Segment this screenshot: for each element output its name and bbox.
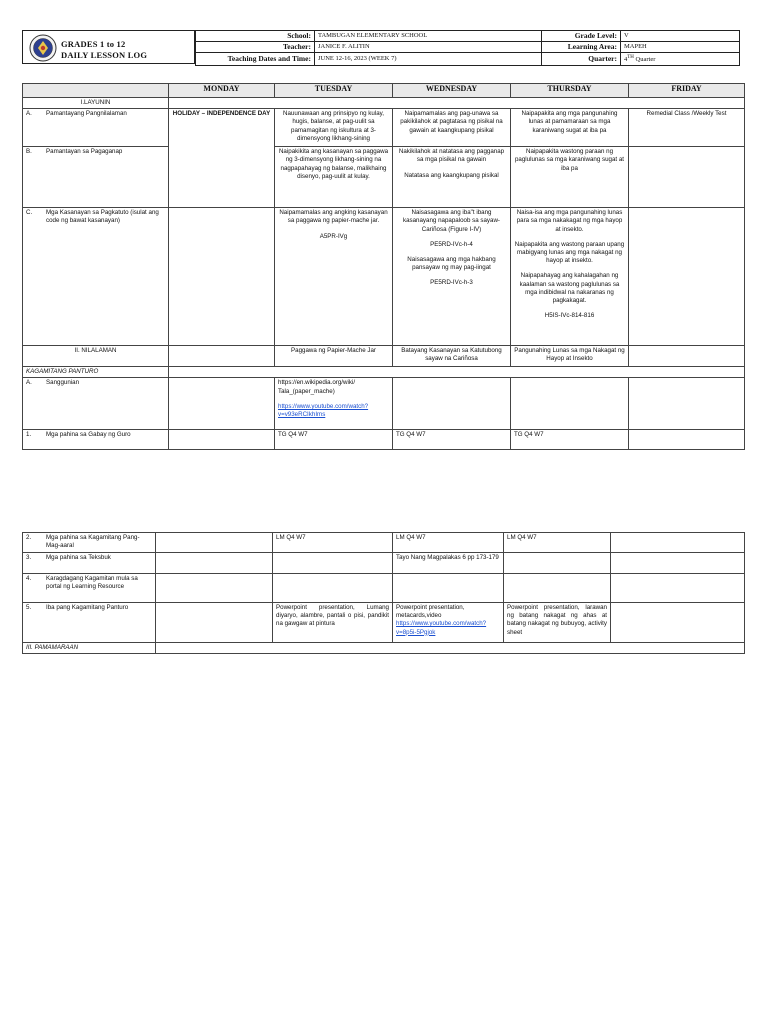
- cell-c-monday: [169, 208, 275, 346]
- quarter-suffix: TH: [627, 55, 634, 60]
- row-label-a: [23, 109, 169, 147]
- kagamitan-title-fill: [169, 367, 745, 378]
- day-wednesday: WEDNESDAY: [393, 84, 511, 98]
- row-label: Sanggunian: [46, 379, 80, 387]
- r3-wednesday: Tayo Nang Magpalakas 6 pp 173-179: [393, 553, 504, 574]
- r3-friday: [611, 553, 745, 574]
- pamantayan-sa-pagaganap-row: [23, 147, 745, 208]
- row-number: A.: [26, 379, 32, 387]
- cell-b-thursday: Naipapakita wastong paraan ng paglulunas sa mga karaniwang sugat at iba pa: [511, 147, 629, 208]
- lesson-log-table-top: [22, 83, 745, 450]
- teksbuk-row: [23, 553, 745, 574]
- r1-wednesday: TG Q4 W7: [393, 430, 511, 450]
- r2-tuesday: LM Q4 W7: [273, 533, 393, 553]
- cell-b-tuesday: Naipakikita ang kasanayan sa paggawa ng 3-dimensyong likhang-sining na nagpapahayag ng balanse, malikhaing disenyo, pag-uulit at kulay.: [275, 147, 393, 208]
- cell-c-wednesday-code2: PE5RD-IVc-h-3: [430, 279, 473, 287]
- cariñosa-video-link[interactable]: https://www.youtube.com/watch?v=8p5i-5Pgjok: [396, 620, 487, 636]
- r5-friday: [611, 603, 745, 643]
- day-header-blank: [23, 84, 169, 98]
- cell-a-wednesday: Naipamamalas ang pag-unawa sa pakikilahok at pagtatasa ng pisikal na gawain at kaangkupang pisikal: [393, 109, 511, 147]
- cell-c-wednesday-code1: PE5RD-IVc-h-4: [430, 240, 473, 248]
- cell-c-wednesday-p1: Naisasagawa ang iba"t ibang kasanayang napapaloob sa sayaw- Cariñosa (Figure I-IV): [402, 209, 500, 233]
- row-number: A.: [26, 110, 32, 118]
- day-friday: FRIDAY: [629, 84, 745, 98]
- deped-seal-icon: [29, 34, 57, 62]
- r5-monday: [156, 603, 273, 643]
- row-label-b: [23, 147, 169, 208]
- layunin-title: I.LAYUNIN: [23, 98, 169, 109]
- row-label: Mga pahina sa Gabay ng Guro: [46, 431, 131, 439]
- teacher-value: JANICE F. ALITIN: [315, 42, 542, 53]
- nilalaman-wednesday: Batayang Kasanayan sa Katutubong sayaw na Cariñosa: [393, 346, 511, 367]
- row-label-c: [23, 208, 169, 346]
- row-number: 5.: [26, 604, 32, 611]
- r5-thursday: Powerpoint presentation, larawan ng batang nakagat ng ahas at batang nakagat ng bubuyog, activity sheet: [504, 603, 611, 643]
- r5-wednesday-text: Powerpoint presentation, metacards,video: [396, 604, 465, 620]
- cell-b-wednesday: [393, 147, 511, 208]
- sanggunian-monday: [169, 378, 275, 430]
- sanggunian-wednesday: [393, 378, 511, 430]
- cell-c-friday: [629, 208, 745, 346]
- pamantayang-pangnilalaman-row: [23, 109, 745, 147]
- layunin-title-row: [23, 98, 745, 109]
- youtube-link[interactable]: https://www.youtube.com/watch?v=v93eRCIkhIms: [278, 402, 369, 419]
- monday-holiday: HOLIDAY – INDEPENDENCE DAY: [169, 109, 275, 208]
- cell-c-thursday-code: H5IS-IVc-814-816: [544, 312, 595, 320]
- cell-a-friday: Remedial Class /Weekly Test: [629, 109, 745, 147]
- area-value: MAPEH: [621, 42, 740, 53]
- pamamaraan-fill: [156, 643, 745, 654]
- row-label-3: [23, 553, 156, 574]
- area-label: Learning Area:: [542, 42, 621, 53]
- r4-wednesday: [393, 574, 504, 603]
- layunin-title-fill: [169, 98, 745, 109]
- r1-monday: [169, 430, 275, 450]
- dates-value: JUNE 12-16, 2023 (WEEK 7): [315, 53, 542, 66]
- karagdagang-kagamitan-row: [23, 574, 745, 603]
- grade-value: V: [621, 31, 740, 42]
- quarter-label: Quarter:: [542, 53, 621, 66]
- cell-a-tuesday: Nauunawaan ang prinsipyo ng kulay, hugis, balanse, at pag-uulit sa pamamagitan ng iskultura at 3-dimensyong likhang-sining: [275, 109, 393, 147]
- sanggunian-tuesday: [275, 378, 393, 430]
- nilalaman-monday: [169, 346, 275, 367]
- kagamitan-title-row: [23, 367, 745, 378]
- school-label: School:: [196, 31, 315, 42]
- iba-pang-kagamitan-row: [23, 603, 745, 643]
- cell-b-wednesday-p1: Nakikilahok at natatasa ang pagganap sa mga pisikal na gawain: [398, 148, 505, 164]
- grade-label: Grade Level:: [542, 31, 621, 42]
- row-label: Pamantayang Pangnilalaman: [46, 110, 127, 118]
- r5-wednesday: [393, 603, 504, 643]
- quarter-number: 4: [624, 56, 628, 64]
- school-value: TAMBUGAN ELEMENTARY SCHOOL: [315, 31, 542, 42]
- quarter-value: [621, 53, 740, 66]
- quarter-word: Quarter: [633, 56, 656, 64]
- row-label: Mga pahina sa Teksbuk: [46, 554, 111, 561]
- row-label-4: [23, 574, 156, 603]
- r2-friday: [611, 533, 745, 553]
- day-thursday: THURSDAY: [511, 84, 629, 98]
- sanggunian-row: [23, 378, 745, 430]
- cell-c-wednesday: [393, 208, 511, 346]
- r1-tuesday: TG Q4 W7: [275, 430, 393, 450]
- cell-c-tuesday: [275, 208, 393, 346]
- cell-c-wednesday-p2: Naisasagawa ang mga hakbang pansayaw ng may pag-iingat: [407, 256, 496, 272]
- r1-friday: [629, 430, 745, 450]
- nilalaman-label: II. NILALAMAN: [23, 346, 169, 367]
- row-number: 4.: [26, 575, 32, 582]
- nilalaman-row: [23, 346, 745, 367]
- kagamitang-pang-mag-aaral-row: [23, 533, 745, 553]
- row-number: B.: [26, 148, 32, 156]
- kagamitan-title: KAGAMITANG PANTURO: [23, 367, 169, 378]
- r2-wednesday: LM Q4 W7: [393, 533, 504, 553]
- lesson-log-table-bottom: [22, 532, 745, 654]
- row-label-1: [23, 430, 169, 450]
- r4-thursday: [504, 574, 611, 603]
- r3-tuesday: [273, 553, 393, 574]
- row-label-2: [23, 533, 156, 553]
- r2-thursday: LM Q4 W7: [504, 533, 611, 553]
- row-label-5: [23, 603, 156, 643]
- gabay-ng-guro-row: [23, 430, 745, 450]
- cell-c-tuesday-p1: Naipamamalas ang angking kasanayan sa paggawa ng papier-mache jar.: [279, 209, 388, 225]
- cell-b-friday: [629, 147, 745, 208]
- day-monday: MONDAY: [169, 84, 275, 98]
- dll-header: [22, 30, 744, 64]
- logo-line-2: DAILY LESSON LOG: [61, 50, 148, 60]
- cell-c-thursday: [511, 208, 629, 346]
- cell-b-wednesday-p2: Natatasa ang kaangkupang pisikal: [404, 171, 499, 179]
- day-tuesday: TUESDAY: [275, 84, 393, 98]
- row-number: 3.: [26, 554, 32, 561]
- r5-tuesday: Powerpoint presentation, Lumang diyaryo, alambre, pantali o pisi, pandikit na gawgaw at pintura: [273, 603, 393, 643]
- row-number: 2.: [26, 534, 32, 541]
- sanggunian-thursday: [511, 378, 629, 430]
- r3-thursday: [504, 553, 611, 574]
- logo-line-1: GRADES 1 to 12: [61, 39, 126, 49]
- row-label: Iba pang Kagamitang Panturo: [46, 604, 129, 611]
- row-label-sanggunian: [23, 378, 169, 430]
- mga-kasanayan-row: [23, 208, 745, 346]
- r3-monday: [156, 553, 273, 574]
- day-header-row: [23, 84, 745, 98]
- pamamaraan-row: [23, 643, 745, 654]
- dates-label: Teaching Dates and Time:: [196, 53, 315, 66]
- cell-c-thursday-p2: Naipapakita ang wastong paraan upang mabigyang lunas ang mga nakagat ng hayop at insekto.: [514, 240, 625, 265]
- r4-tuesday: [273, 574, 393, 603]
- row-number: C.: [26, 209, 33, 217]
- cell-c-tuesday-code: A5PR-IVg: [319, 232, 348, 240]
- r4-monday: [156, 574, 273, 603]
- sanggunian-friday: [629, 378, 745, 430]
- header-info-table: [195, 30, 740, 66]
- sanggunian-tuesday-ref: https://en.wikipedia.org/wiki/ Tala_(paper_mache): [278, 379, 356, 395]
- nilalaman-tuesday: Paggawa ng Papier-Mache Jar: [275, 346, 393, 367]
- teacher-label: Teacher:: [196, 42, 315, 53]
- cell-a-thursday: Naipapakita ang mga pangunahing lunas at pamamaraan sa mga karaniwang sugat at iba pa: [511, 109, 629, 147]
- row-number: 1.: [26, 431, 32, 439]
- nilalaman-friday: [629, 346, 745, 367]
- pamamaraan-label: III. PAMAMARAAN: [23, 643, 156, 654]
- row-label: Karagdagang Kagamitan mula sa portal ng Learning Resource: [46, 575, 138, 591]
- cell-c-thursday-p3: Naipapahayag ang kahalagahan ng kaalaman sa wastong paglulunas sa mga indibidwal na nakaranas ng pagkakagat.: [519, 272, 620, 305]
- row-label: Mga Kasanayan sa Pagkatuto (isulat ang code ng bawat kasanayan): [46, 209, 159, 225]
- logo-box: [22, 30, 195, 64]
- r1-thursday: TG Q4 W7: [511, 430, 629, 450]
- r4-friday: [611, 574, 745, 603]
- cell-c-thursday-p1: Naisa-isa ang mga pangunahing lunas para sa mga nakakagat ng mga hayop at insekto.: [516, 209, 623, 233]
- nilalaman-thursday: Pangunahing Lunas sa mga Nakagat ng Hayop at Insekto: [511, 346, 629, 367]
- row-label: Mga pahina sa Kagamitang Pang-Mag-aaral: [46, 534, 140, 550]
- row-label: Pamantayan sa Pagaganap: [46, 148, 123, 156]
- r2-monday: [156, 533, 273, 553]
